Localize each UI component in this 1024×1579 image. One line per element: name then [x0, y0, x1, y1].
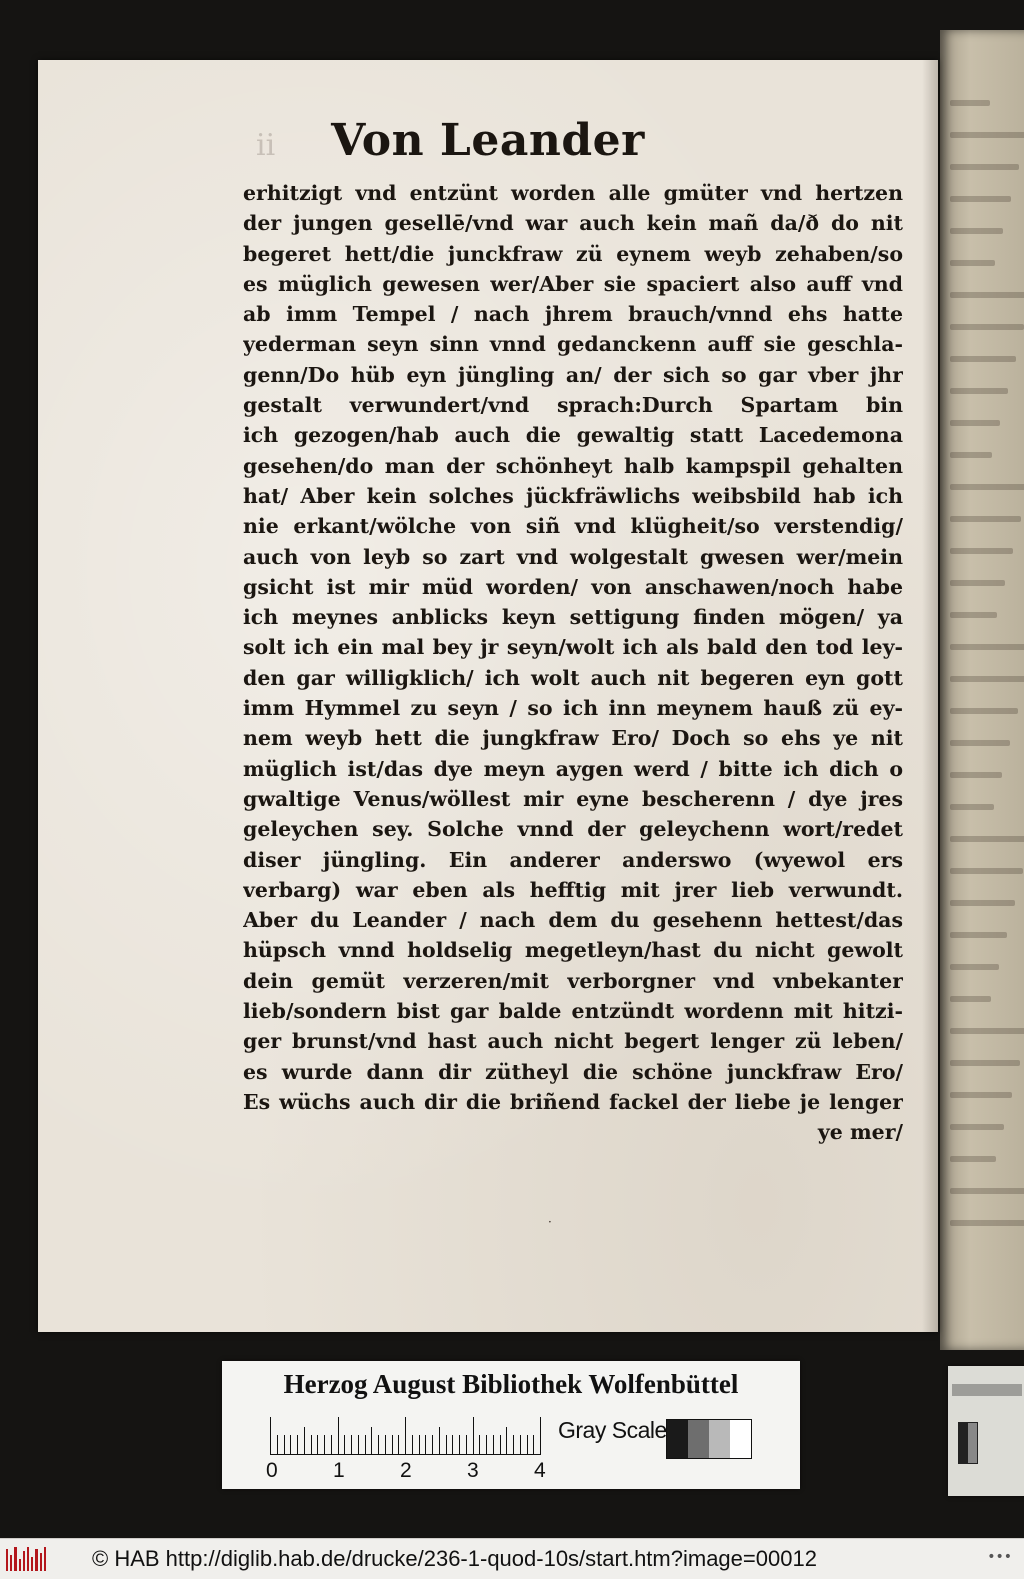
adjacent-page-line — [950, 1028, 1024, 1034]
text-line: ich meynes anblicks keyn settigung finden mögen/ ya — [243, 605, 903, 630]
adjacent-page-line — [950, 452, 992, 458]
text-line: diser jüngling. Ein anderer anderswo (wyewol ers — [243, 847, 903, 872]
logo-bar — [14, 1547, 16, 1571]
adjacent-page-line — [950, 228, 1003, 234]
text-line: auch von leyb so zart vnd wolgestalt gwesen wer/mein — [243, 544, 903, 569]
text-line: dein gemüt verzeren/mit verborgner vnd vnbekanter — [243, 968, 903, 993]
library-color-label — [222, 1361, 800, 1489]
text-line: es wurde dann dir zütheyl die schöne junckfraw Ero/ — [243, 1059, 903, 1084]
ruler-tick — [533, 1435, 534, 1455]
ruler-tick — [277, 1435, 278, 1455]
footer-credit: © HAB http://diglib.hab.de/drucke/236-1-quod-10s/start.htm?image=00012 — [92, 1546, 817, 1571]
ruler-number: 3 — [467, 1459, 479, 1482]
ruler-tick — [439, 1427, 440, 1455]
text-line: yederman seyn sinn vnnd gedanckenn auff sie geschla- — [243, 332, 903, 357]
ruler-tick — [486, 1435, 487, 1455]
ruler-tick — [513, 1435, 514, 1455]
ruler-tick — [466, 1435, 467, 1455]
ruler-tick — [270, 1417, 271, 1455]
text-line: der jungen gesellē/vnd war auch kein mañ da/ð do nit — [243, 211, 903, 236]
adjacent-page-line — [950, 100, 990, 106]
adjacent-page-line — [950, 548, 1013, 554]
logo-bar — [6, 1549, 8, 1571]
page-heading: Von Leander — [331, 115, 645, 166]
text-line: geleychen sey. Solche vnnd der geleychenn wort/redet — [243, 817, 903, 842]
text-line: ab imm Tempel / nach jhrem brauch/vnnd ehs hatte — [243, 302, 903, 327]
ruler-tick — [338, 1417, 339, 1455]
ruler-tick — [425, 1435, 426, 1455]
text-line: den gar willigklich/ ich wolt auch nit begeren eyn gott — [243, 665, 903, 690]
logo-bar — [44, 1547, 46, 1571]
ruler-tick — [446, 1435, 447, 1455]
text-line: erhitzigt vnd entzünt worden alle gmüter vnd hertzen — [243, 181, 903, 205]
ruler-tick — [500, 1435, 501, 1455]
logo-bar — [10, 1555, 12, 1571]
adjacent-page-line — [950, 580, 1005, 586]
more-icon[interactable]: ••• — [987, 1549, 1012, 1565]
text-line: verbarg) war eben als hefftig mit jrer lieb verwundt. — [243, 877, 903, 902]
ruler-tick — [392, 1435, 393, 1455]
ruler-tick — [290, 1435, 291, 1455]
adjacent-page-line — [950, 1124, 1004, 1130]
text-line: lieb/sondern bist gar balde entzündt wordenn mit hitzi- — [243, 999, 903, 1024]
ruler-number: 1 — [333, 1459, 345, 1482]
ruler-tick — [358, 1435, 359, 1455]
ruler-tick — [284, 1435, 285, 1455]
adjacent-page-line — [950, 740, 1010, 746]
adjacent-page — [940, 30, 1024, 1350]
ruler-number: 2 — [400, 1459, 412, 1482]
adjacent-page-line — [950, 676, 1024, 682]
adjacent-page-line — [950, 708, 1018, 714]
adjacent-page-line — [950, 996, 991, 1002]
ruler-tick — [493, 1435, 494, 1455]
adjacent-page-line — [950, 516, 1021, 522]
ruler-tick — [452, 1435, 453, 1455]
text-line: solt ich ein mal bey jr seyn/wolt ich als bald den tod ley- — [243, 635, 903, 660]
ruler-tick — [412, 1435, 413, 1455]
text-line: es müglich gewesen wer/Aber sie spaciert also auff vnd — [243, 271, 903, 296]
ruler-number: 4 — [534, 1459, 546, 1482]
ruler-tick — [311, 1435, 312, 1455]
text-line: gestalt verwundert/vnd sprach:Durch Spartam bin — [243, 393, 903, 418]
grayscale-swatch — [730, 1420, 751, 1458]
ruler-tick — [331, 1435, 332, 1455]
ink-dot: · — [548, 1215, 552, 1229]
logo-bar — [27, 1547, 29, 1571]
adjacent-label-text — [952, 1384, 1022, 1396]
adjacent-page-line — [950, 772, 1002, 778]
ruler-tick — [405, 1417, 406, 1455]
adjacent-page-line — [950, 1156, 996, 1162]
ruler-tick — [317, 1435, 318, 1455]
adjacent-page-line — [950, 964, 999, 970]
ruler-tick — [324, 1435, 325, 1455]
text-line: genn/Do hüb eyn jüngling an/ der sich so gar vber jhr — [243, 362, 903, 387]
grayscale-label: Gray Scale — [558, 1417, 667, 1443]
adjacent-page-line — [950, 324, 1024, 330]
page-text-block — [243, 178, 903, 1148]
adjacent-grayscale — [958, 1422, 978, 1464]
ruler-tick — [506, 1427, 507, 1455]
ruler-tick — [473, 1417, 474, 1455]
grayscale-swatch — [667, 1420, 688, 1458]
ruler-tick — [479, 1435, 480, 1455]
ruler-tick — [459, 1435, 460, 1455]
adjacent-page-line — [950, 932, 1007, 938]
text-line: hat/ Aber kein solches jückfräwlichs weibsbild hab ich — [243, 483, 903, 508]
adjacent-page-line — [950, 260, 995, 266]
text-line: nie erkant/wölche von siñ vnd klügheit/so verstendig/ — [243, 514, 903, 539]
text-line: ger brunst/vnd hast auch nicht begert lenger zü leben/ — [243, 1029, 903, 1054]
text-line: müglich ist/das dye meyn aygen werd / bitte ich dich o — [243, 756, 903, 781]
page-spine-shadow — [922, 60, 938, 1332]
adjacent-page-line — [950, 644, 1024, 650]
footer-bar — [0, 1538, 1024, 1579]
hab-logo-icon — [6, 1547, 46, 1571]
ruler-tick — [520, 1435, 521, 1455]
ruler-tick — [432, 1435, 433, 1455]
adjacent-page-line — [950, 356, 1016, 362]
ruler-tick — [371, 1427, 372, 1455]
adjacent-page-line — [950, 132, 1024, 138]
text-line: Aber du Leander / nach dem du gesehenn hettest/das — [243, 908, 903, 933]
logo-bar — [31, 1557, 33, 1571]
adjacent-page-line — [950, 388, 1008, 394]
logo-bar — [35, 1549, 37, 1571]
library-name: Herzog August Bibliothek Wolfenbüttel — [283, 1369, 739, 1399]
grayscale-swatches — [666, 1419, 752, 1459]
ruler-number: 0 — [266, 1459, 278, 1482]
ruler-tick — [378, 1435, 379, 1455]
adjacent-page-line — [950, 1092, 1012, 1098]
ruler-tick — [344, 1435, 345, 1455]
adjacent-page-line — [950, 484, 1024, 490]
text-line: ich gezogen/hab auch die gewaltig statt Lacedemona — [243, 423, 903, 448]
scale-ruler — [270, 1415, 540, 1455]
ruler-tick — [419, 1435, 420, 1455]
adjacent-page-line — [950, 196, 1011, 202]
ruler-tick — [527, 1435, 528, 1455]
grayscale-swatch — [688, 1420, 709, 1458]
adjacent-page-line — [950, 1220, 1024, 1226]
logo-bar — [40, 1553, 42, 1571]
book-page — [38, 60, 938, 1332]
adjacent-page-line — [950, 612, 997, 618]
adjacent-page-line — [950, 292, 1024, 298]
ruler-tick — [540, 1417, 541, 1455]
adjacent-page-line — [950, 804, 994, 810]
adjacent-label — [948, 1366, 1024, 1496]
text-line: gesehen/do man der schönheyt halb kampspil gehalten — [243, 453, 903, 478]
text-line: hüpsch vnnd holdselig megetleyn/hast du nicht gewolt — [243, 938, 903, 963]
page-mark: ii — [256, 128, 276, 163]
adjacent-page-line — [950, 836, 1024, 842]
ruler-tick — [297, 1435, 298, 1455]
adjacent-page-line — [950, 1188, 1024, 1194]
logo-bar — [19, 1559, 21, 1571]
text-line: begeret hett/die junckfraw zü eynem weyb zehaben/so — [243, 241, 903, 266]
logo-bar — [23, 1551, 25, 1571]
ruler-tick — [385, 1435, 386, 1455]
adjacent-page-line — [950, 164, 1019, 170]
text-line: gsicht ist mir müd worden/ von anschawen/noch habe — [243, 574, 903, 599]
text-line: nem weyb hett die jungkfraw Ero/ Doch so ehs ye nit — [243, 726, 903, 751]
text-line: imm Hymmel zu seyn / so ich inn meynem hauß zü ey- — [243, 696, 903, 721]
ruler-tick — [365, 1435, 366, 1455]
ruler-tick — [398, 1435, 399, 1455]
text-line: Es wüchs auch dir die briñend fackel der liebe je lenger — [243, 1089, 903, 1114]
adjacent-page-line — [950, 420, 1000, 426]
ruler-tick — [351, 1435, 352, 1455]
text-line: ye mer/ — [817, 1120, 903, 1145]
adjacent-page-line — [950, 900, 1015, 906]
text-line: gwaltige Venus/wöllest mir eyne bescherenn / dye jres — [243, 786, 903, 811]
grayscale-swatch — [709, 1420, 730, 1458]
adjacent-page-line — [950, 1060, 1020, 1066]
ruler-tick — [304, 1427, 305, 1455]
adjacent-page-line — [950, 868, 1023, 874]
